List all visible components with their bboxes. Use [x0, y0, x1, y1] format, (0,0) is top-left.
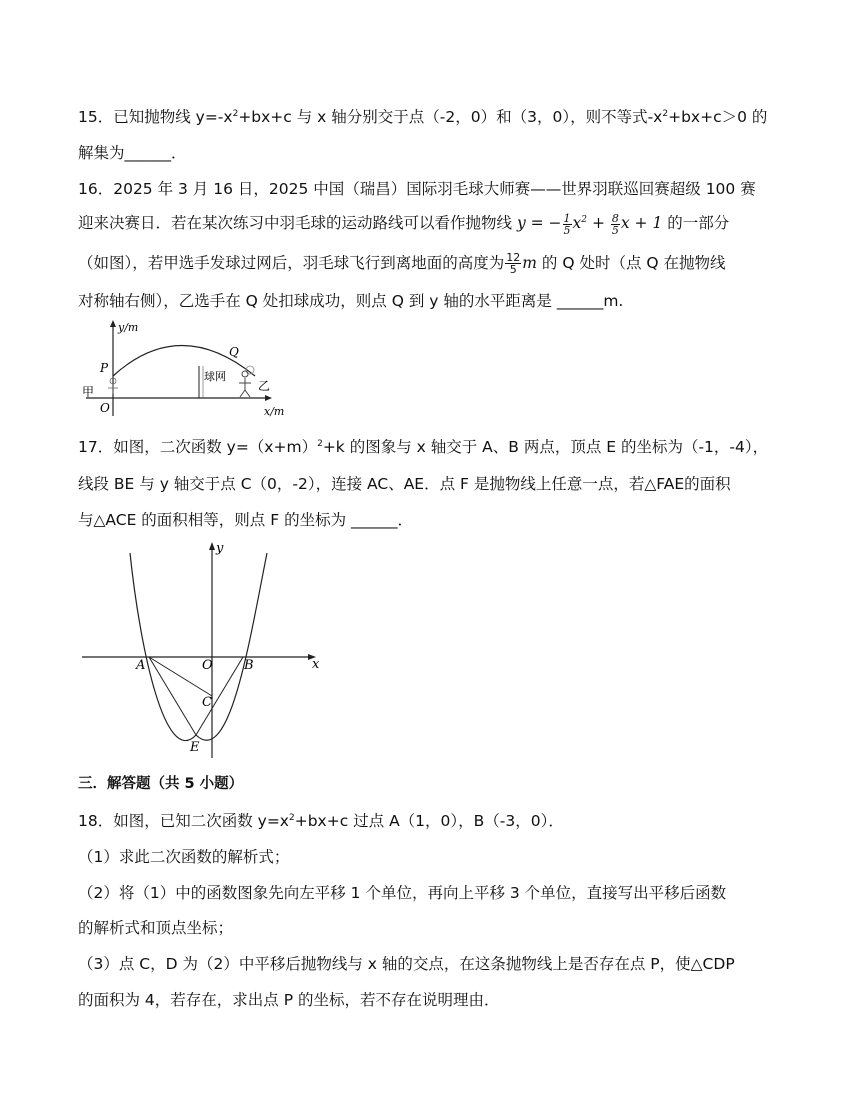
q17-line1: 17．如图，二次函数 $y=(x+m)^2+k$ 的图象与 x 轴交于 A、B 两点，顶点 E 的坐标为（-1，-4），: [78, 438, 769, 456]
q16-xlabel: x/m: [264, 405, 285, 418]
q16-player-yi: 乙: [258, 379, 271, 393]
q16-net-label: 球网: [204, 370, 226, 383]
q17-point-e: E: [190, 740, 200, 755]
q15-line1: 15．已知抛物线 $y=-x^2+bx+c$ 与 x 轴分别交于点（-2，0）和（3，0），则不等式$-x^2+bx+c>0$ 的: [78, 108, 768, 126]
q16-line1: 16．2025 年 3 月 16 日，2025 中国（瑞昌）国际羽毛球大师赛——世界羽联巡回赛超级 100 赛: [78, 180, 756, 198]
q17-point-c: C: [202, 695, 212, 710]
q18-line1: 18．如图，已知二次函数 $y=x^2+bx+c$ 过点 A（1，0），B（-3，0）．: [78, 812, 564, 830]
section-title: 三．解答题（共 5 小题）: [78, 776, 244, 792]
q16-origin: O: [100, 401, 110, 415]
q18-part1: （1）求此二次函数的解析式；: [78, 848, 290, 866]
q16-point-p: P: [100, 361, 109, 375]
q17-point-b: B: [244, 658, 254, 673]
player-yi-icon: [239, 371, 251, 397]
q16-ylabel: y/m: [118, 321, 139, 334]
q17-line2: 线段 BE 与 y 轴交于点 C（0，-2），连接 AC、AE．点 F 是抛物线上任意一点，若△FAE的面积: [78, 475, 731, 493]
q17-xlabel: x: [312, 657, 320, 672]
q16-formula: y = − $\frac{1}{5}$ $x^2$ + $\frac{8}{5}$ x + 1: [516, 211, 663, 237]
q18-part3-line1: （3）点 C，D 为（2）中平移后抛物线与 x 轴的交点，在这条抛物线上是否存在点 P，使△CDP: [78, 955, 735, 973]
q16-line4: 对称轴右侧），乙选手在 Q 处扣球成功，则点 Q 到 y 轴的水平距离是 ______m.: [78, 292, 624, 310]
q15-line2: 解集为______．: [78, 144, 187, 162]
q16-figure: [80, 318, 285, 418]
q18-part2-line2: 的解析式和顶点坐标；: [78, 919, 234, 937]
q16-player-jia: 甲: [82, 385, 95, 399]
q16-point-q: Q: [229, 345, 239, 359]
q16-line2: 迎来决赛日．若在某次练习中羽毛球的运动路线可以看作抛物线 y = − $\frac{1}{5}$ $x^2$ + $\frac{8}{5}$ x + 1 的一部分: [78, 211, 730, 237]
q17-origin: O: [202, 658, 213, 673]
q17-point-a: A: [136, 658, 146, 673]
q18-part3-line2: 的面积为 4，若存在，求出点 P 的坐标，若不存在说明理由．: [78, 991, 500, 1009]
q17-line3: 与△ACE 的面积相等，则点 F 的坐标为 ______．: [78, 511, 413, 529]
q17-ylabel: y: [216, 541, 224, 556]
q18-part2-line1: （2）将（1）中的函数图象先向左平移 1 个单位，再向上平移 3 个单位，直接写出平移后函数: [78, 884, 727, 902]
q17-figure: [80, 538, 330, 763]
q16-line3: （如图），若甲选手发球过网后，羽毛球飞行到离地面的高度为 $\frac{12}{5}$ m 的 Q 处时（点 Q 在抛物线: [78, 251, 726, 276]
